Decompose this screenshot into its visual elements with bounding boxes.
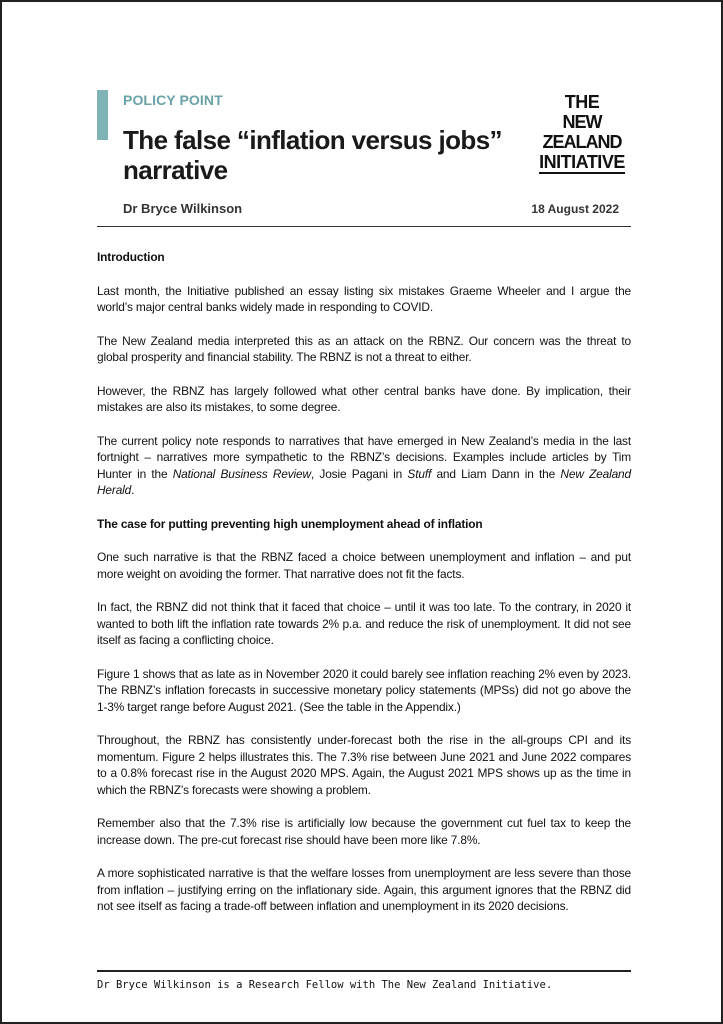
paragraph-9: Remember also that the 7.3% rise is artificially low because the government cut fuel tax to keep the increase down. The pre-cut forecast rise should have been more like 7.8%. [97,816,631,847]
logo-line-3: INITIATIVE [539,152,625,172]
page-title: The false “inflation versus jobs” narrative [123,125,502,185]
paragraph-6: In fact, the RBNZ did not think that it faced that choice – until it was too late. To the contrary, in 2020 it wanted to both lift the inflation rate towards 2% p.a. and reduce the risk of unemployment. It did not see itself as facing a conflicting choice. [97,600,631,647]
article-body [97,249,631,932]
section-heading-case: The case for putting preventing high unemployment ahead of inflation [97,516,483,531]
publication-name: Stuff [407,466,432,481]
accent-bar [97,90,108,140]
paragraph-1: Last month, the Initiative published an essay listing six mistakes Graeme Wheeler and I argue the world’s major central banks widely made in responding to COVID. [97,283,631,314]
paragraph-10: A more sophisticated narrative is that the welfare losses from unemployment are less severe than those from inflation – justifying erring on the inflationary side. Again, this argument ignores that the RBNZ did not see itself as facing a trade-off between inflation and unemployment in its 2020 decisions. [97,866,631,913]
paragraph-2: The New Zealand media interpreted this as an attack on the RBNZ. Our concern was the threat to global prosperity and financial stability. The RBNZ is not a threat to either. [97,333,631,364]
paragraph-4 [97,433,631,499]
header-divider [97,226,631,227]
paragraph-8: Throughout, the RBNZ has consistently under-forecast both the rise in the all-groups CPI and its momentum. Figure 2 helps illustrates this. The 7.3% rise between June 2021 and June 2022 compares to a 0.8% forecast rise in the August 2020 MPS. Again, the August 2021 MPS shows up as the time in which the RBNZ’s forecasts were showing a problem. [97,733,631,797]
logo-line-2: NEW ZEALAND [542,112,622,152]
author-byline: Dr Bryce Wilkinson [123,201,243,216]
paragraph-4-text-b: , Josie Pagani in [310,466,408,481]
paragraph-4-text-c: and Liam Dann in the [431,466,561,481]
paragraph-4-text-d: . [131,483,135,497]
logo-line-1: THE [564,92,600,112]
paragraph-3: However, the RBNZ has largely followed what other central banks have done. By implication, their mistakes are also its mistakes, to some degree. [97,383,631,414]
paragraph-7: Figure 1 shows that as late as in November 2020 it could barely see inflation reaching 2% even by 2023. The RBNZ’s inflation forecasts in successive monetary policy statements (MPSs) did not go above the 1-3% target range before August 2021. (See the table in the Appendix.) [97,666,631,714]
kicker-label: POLICY POINT [123,92,223,108]
section-heading-introduction: Introduction [97,250,165,264]
author-footnote: Dr Bryce Wilkinson is a Research Fellow with The New Zealand Initiative. [97,979,553,991]
footer-divider [97,970,631,972]
publication-date: 18 August 2022 [531,202,619,216]
initiative-logo [534,92,630,174]
paragraph-4-text-a: The current policy note responds to narratives that have emerged in New Zealand’s media in the last fortnight – narratives more sympathetic to the RBNZ’s decisions. Examples include articles by Tim Hunter in the [97,433,631,481]
publication-name: New Zealand Herald [97,466,631,497]
paragraph-5: One such narrative is that the RBNZ faced a choice between unemployment and inflation – and put more weight on avoiding the former. That narrative does not fit the facts. [97,550,631,581]
publication-name: National Business Review [172,466,311,481]
